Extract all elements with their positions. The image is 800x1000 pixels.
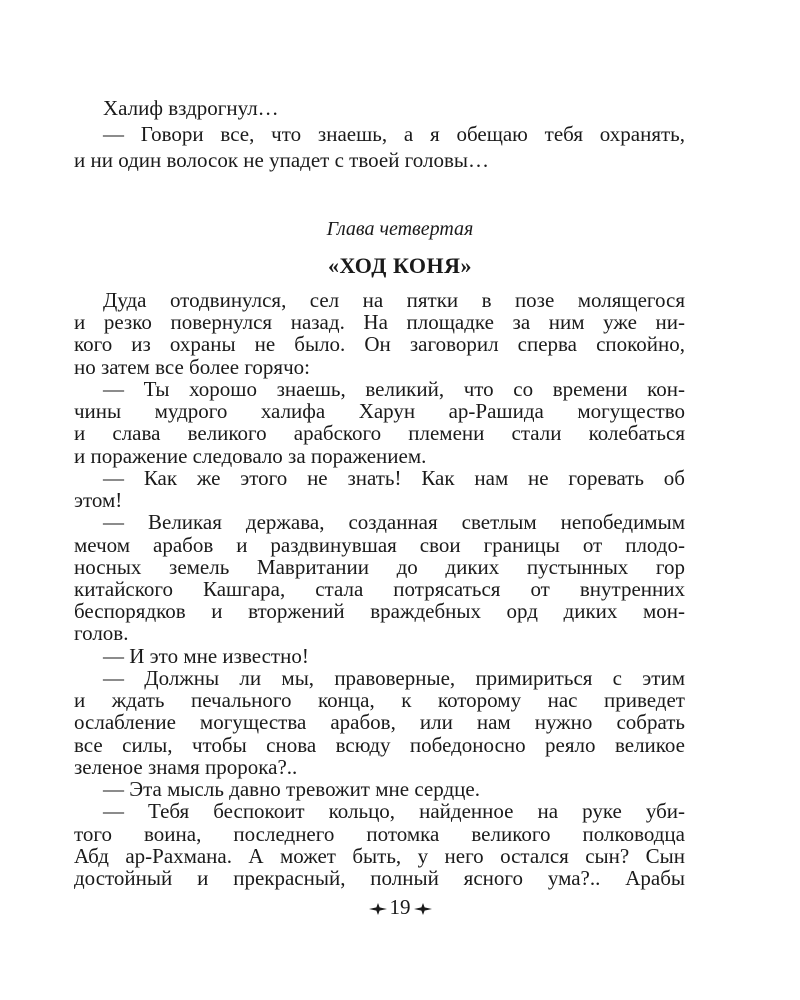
text-line: кого из охраны не было. Он заговорил сперва спокойно,: [74, 332, 685, 356]
text-line: мечом арабов и раздвинувшая свои границы от плодо-: [74, 533, 685, 557]
text-line: и резко повернулся назад. На площадке за ним уже ни-: [74, 310, 685, 334]
chapter-label: Глава четвертая: [326, 218, 474, 240]
text-line: — Великая держава, созданная светлым непобедимым: [103, 510, 685, 534]
text-line: китайского Кашгара, стала потрясаться от внутренних: [74, 577, 685, 601]
text-line: и поражение следовало за поражением.: [74, 444, 427, 468]
text-line: — Говори все, что знаешь, а я обещаю тебя охранять,: [103, 122, 685, 146]
text-line: того воина, последнего потомка великого полководца: [74, 822, 685, 846]
text-line: но затем все более горячо:: [74, 355, 310, 379]
ornament-right-icon: [414, 903, 432, 915]
text-line: — Ты хорошо знаешь, великий, что со времени кон-: [103, 377, 685, 401]
text-line: беспорядков и вторжений враждебных орд диких мон-: [74, 599, 685, 623]
text-line: — И это мне известно!: [103, 644, 309, 668]
text-line: голов.: [74, 621, 129, 645]
page-number: [0, 894, 800, 920]
text-line: этом!: [74, 488, 123, 512]
text-line: — Должны ли мы, правоверные, примириться с этим: [103, 666, 685, 690]
ornament-left-icon: [369, 903, 387, 915]
page-number-text: 19: [389, 895, 411, 919]
text-line: носных земель Мавритании до диких пустынных гор: [74, 555, 685, 579]
text-line: Дуда отодвинулся, сел на пятки в позе молящегося: [103, 288, 685, 312]
text-line: — Как же этого не знать! Как нам не горевать об: [103, 466, 685, 490]
text-line: и ни один волосок не упадет с твоей головы…: [74, 148, 489, 172]
text-line: и слава великого арабского племени стали колебаться: [74, 421, 685, 445]
text-line: чины мудрого халифа Харун ар-Рашида могущество: [74, 399, 685, 423]
text-line: достойный и прекрасный, полный ясного ума?.. Арабы: [74, 866, 685, 890]
text-line: зеленое знамя пророка?..: [74, 755, 298, 779]
text-line: Халиф вздрогнул…: [103, 96, 279, 120]
text-line: Абд ар-Рахмана. А может быть, у него остался сын? Сын: [74, 844, 685, 868]
text-line: все силы, чтобы снова всюду победоносно реяло великое: [74, 733, 685, 757]
text-line: ослабление могущества арабов, или нам нужно собрать: [74, 710, 685, 734]
chapter-title: «ХОД КОНЯ»: [328, 253, 472, 278]
text-line: — Тебя беспокоит кольцо, найденное на руке уби-: [103, 799, 685, 823]
text-line: и ждать печального конца, к которому нас приведет: [74, 688, 685, 712]
text-line: — Эта мысль давно тревожит мне сердце.: [103, 777, 480, 801]
